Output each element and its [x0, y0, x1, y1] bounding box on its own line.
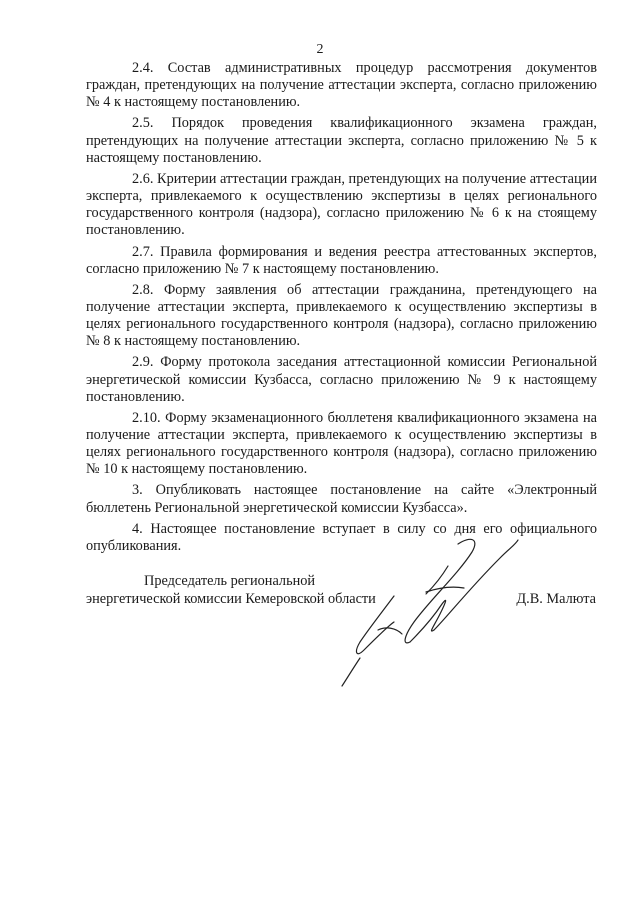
signatory-title-line-1: Председатель региональной — [144, 573, 316, 589]
paragraph-2-9: 2.9. Форму протокола заседания аттестационной комиссии Региональной энергетической комиссии Кузбасса, согласно приложению № 9 к настоящему постановлению. — [86, 354, 597, 405]
paragraph-4: 4. Настоящее постановление вступает в силу со дня его официального опубликования. — [86, 520, 597, 554]
paragraph-2-5: 2.5. Порядок проведения квалификационного экзамена граждан, претендующих на получение аттестации эксперта, согласно приложению № 5 к настоящему постановлению. — [86, 115, 597, 166]
signatory-title-line-2: энергетической комиссии Кемеровской области — [86, 590, 376, 607]
page-number: 2 — [316, 42, 324, 57]
document-body — [86, 60, 597, 559]
paragraph-3: 3. Опубликовать настоящее постановление на сайте «Электронный бюллетень Региональной энергетической комиссии Кузбасса». — [86, 482, 597, 516]
paragraph-2-4: 2.4. Состав административных процедур рассмотрения документов граждан, претендующих на получение аттестации эксперта, согласно приложению № 4 к настоящему постановлению. — [86, 60, 597, 111]
handwritten-signature — [330, 530, 540, 690]
paragraph-2-10: 2.10. Форму экзаменационного бюллетеня квалификационного экзамена на получение аттестации эксперта, привлекаемого к осуществлению экспертизы в целях регионального государственного контроля (надзора), согласно приложению № 10 к настоящему постановлению. — [86, 409, 597, 478]
paragraph-2-6: 2.6. Критерии аттестации граждан, претендующих на получение аттестации эксперта, привлекаемого к осуществлению экспертизы в целях регионального государственного контроля (надзора), согласно приложению № 6 к на стоящему постановлению. — [86, 170, 597, 239]
signatory-name: Д.В. Малюта — [516, 591, 596, 607]
paragraph-2-8: 2.8. Форму заявления об аттестации гражданина, претендующего на получение аттестации эксперта, привлекаемого к осуществлению экспертизы в целях регионального государственного контроля (надзора), согласно приложению № 8 к настоящему постановлению. — [86, 281, 597, 350]
paragraph-2-7: 2.7. Правила формирования и ведения реестра аттестованных экспертов, согласно приложению № 7 к настоящему постановлению. — [86, 243, 597, 277]
